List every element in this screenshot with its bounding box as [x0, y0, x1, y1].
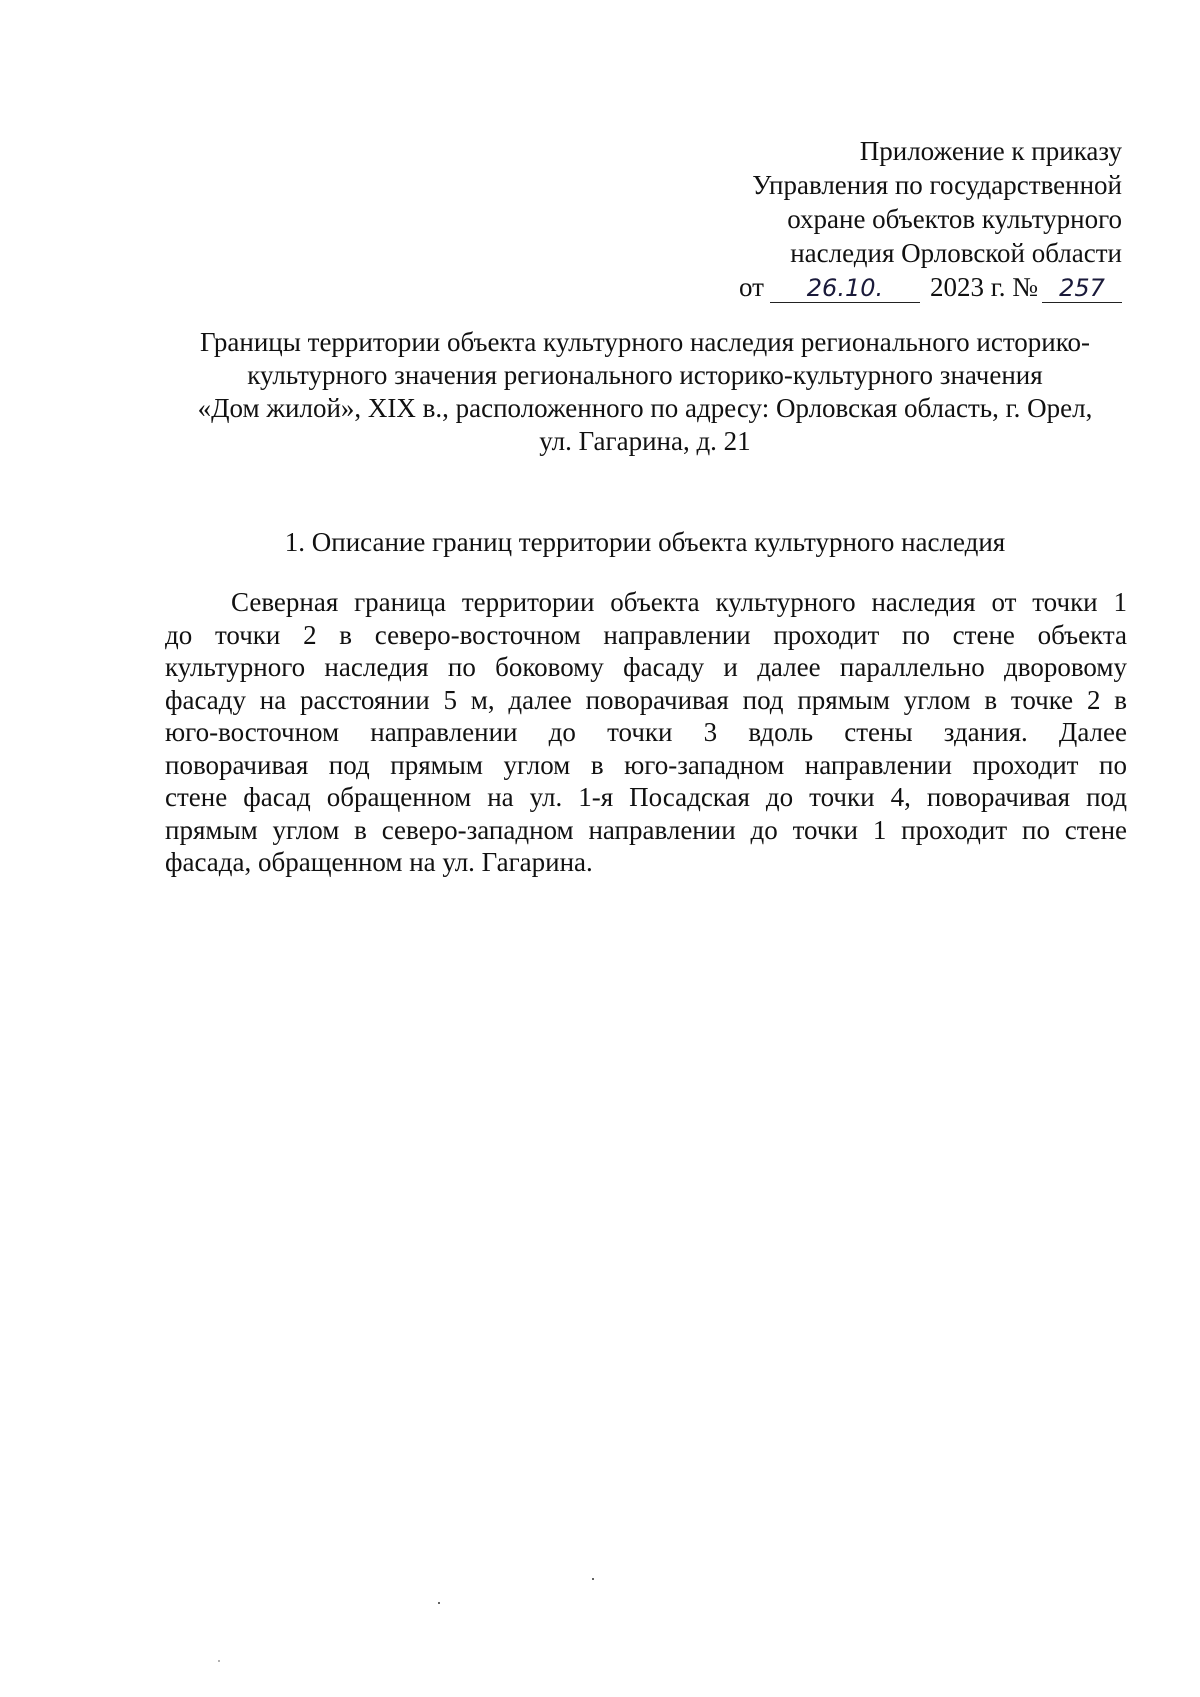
boundary-description — [165, 586, 1127, 879]
order-date-line — [602, 270, 1122, 304]
handwritten-order-number: 257 — [1042, 274, 1122, 303]
header-line: Приложение к приказу — [859, 136, 1122, 166]
scan-speck — [438, 1602, 440, 1604]
header-line: наследия Орловской области — [790, 238, 1122, 268]
header-line: Управления по государственной — [752, 170, 1122, 200]
scan-speck — [592, 1578, 594, 1580]
paragraph-line: стене фасад обращенном на ул. 1-я Посадская до точки 4, поворачивая под — [165, 782, 1127, 812]
title-line: Границы территории объекта культурного наследия регионального историко- — [200, 327, 1090, 357]
scan-speck — [218, 1660, 220, 1662]
paragraph-line: фасаду на расстоянии 5 м, далее поворачивая под прямым углом в точке 2 в — [165, 684, 1127, 715]
title-line: «Дом жилой», XIX в., расположенного по адресу: Орловская область, г. Орел, — [197, 393, 1093, 423]
paragraph-line: поворачивая под прямым углом в юго-западном направлении проходит по — [165, 749, 1127, 780]
paragraph-line: культурного наследия по боковому фасаду и далее параллельно дворовому — [165, 652, 1127, 682]
title-line: ул. Гагарина, д. 21 — [539, 426, 751, 456]
header-line: охране объектов культурного — [787, 204, 1122, 234]
paragraph-line: Северная граница территории объекта культурного наследия от точки 1 — [231, 587, 1127, 617]
date-prefix: от — [739, 272, 764, 302]
year-number-label: 2023 г. № — [929, 272, 1038, 302]
paragraph-line: прямым углом в северо-западном направлении до точки 1 проходит по стене — [165, 814, 1127, 845]
title-line: культурного значения регионального историко-культурного значения — [247, 360, 1043, 390]
appendix-header — [602, 134, 1122, 304]
paragraph-line: до точки 2 в северо-восточном направлении проходит по стене объекта — [165, 619, 1127, 650]
handwritten-date: 26.10. — [770, 274, 920, 303]
document-title — [160, 326, 1130, 458]
paragraph-line: юго-восточном направлении до точки 3 вдоль стены здания. Далее — [165, 717, 1127, 747]
paragraph-line: фасада, обращенном на ул. Гагарина. — [165, 847, 593, 877]
section-heading: 1. Описание границ территории объекта культурного наследия — [284, 527, 1006, 557]
